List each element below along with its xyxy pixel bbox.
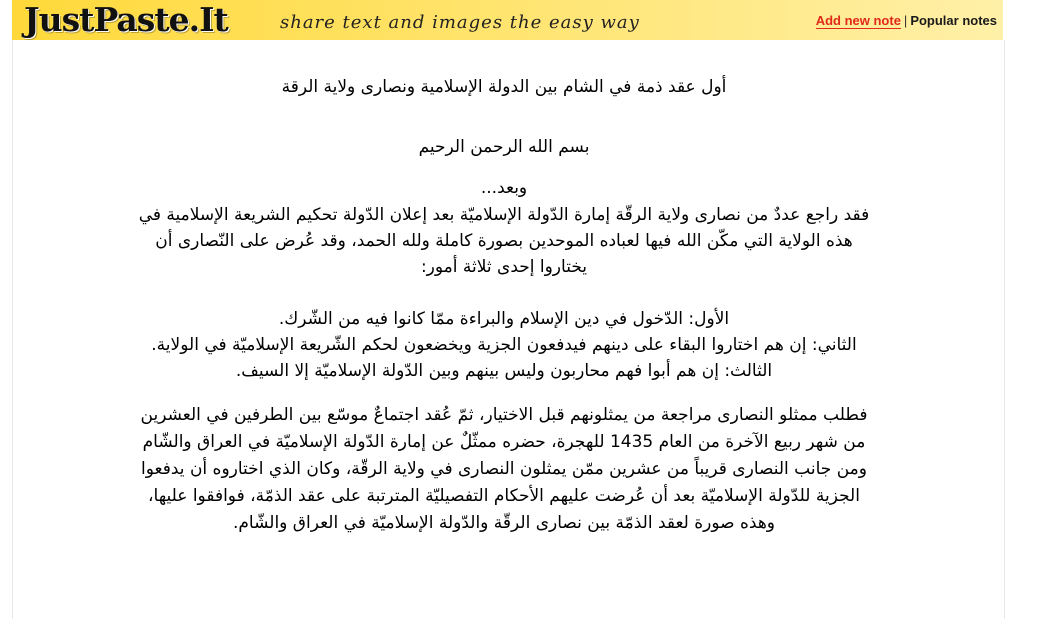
site-header [12, 0, 1003, 40]
option-second: الثاني: إن هم اختاروا البقاء على دينهم فيدفعون الجزية ويخضعون لحكم الشّريعة الإسلاميّة في الولاية. [151, 335, 857, 355]
article-intro-paragraph: فقد راجع عددٌ من نصارى ولاية الرقّة إمارة الدّولة الإسلاميّة بعد إعلان الدّولة تحكيم الشريعة الإسلامية في هذه الولاية التي مكّن الله فيها لعباده الموحدين بصورة كاملة ولله الحمد، وقد عُرض على النّصارى أن يختاروا إحدى ثلاثة أمور: [138, 205, 870, 277]
site-tagline: share text and images the easy way [280, 12, 640, 33]
header-links-separator: | [903, 13, 908, 28]
header-links [816, 13, 997, 29]
article-title: أول عقد ذمة في الشام بين الدولة الإسلامية ونصارى ولاية الرقة [281, 77, 727, 97]
logo-just: Just [24, 0, 94, 39]
options-list [134, 306, 874, 384]
add-new-note-link[interactable]: Add new note [815, 13, 901, 28]
article-opening: وبعد... [480, 178, 528, 198]
article-body [134, 72, 874, 537]
site-logo[interactable] [24, 2, 228, 38]
logo-paste: Paste [93, 0, 189, 39]
article-basmala: بسم الله الرحمن الرحيم [418, 137, 590, 157]
article-final-paragraph: فطلب ممثلو النصارى مراجعة من يمثلونهم قبل الاختيار، ثمّ عُقد اجتماعٌ موسّع بين الطرفين في العشرين من شهر ربيع الآخرة من العام 1435 للهجرة، حضره ممثّلٌ عن إمارة الدّولة الإسلاميّة في العراق والشّام ومن جانب النصارى قريباً من عشرين ممّن يمثلون النصارى في ولاية الرقّة، وكان الذي اختاروه أن يدفعوا الجزية للدّولة الإسلاميّة بعد أن عُرضت عليهم الأحكام التفصيليّة المترتبة على عقد الذمّة، فوافقوا عليها، وهذه صورة لعقد الذمّة بين نصارى الرقّة والدّولة الإسلاميّة في العراق والشّام. [140, 405, 868, 533]
option-third: الثالث: إن هم أبوا فهم محاربون وليس بينهم وبين الدّولة الإسلاميّة إلا السيف. [235, 361, 773, 381]
option-first: الأول: الدّخول في دين الإسلام والبراءة ممّا كانوا فيه من الشّرك. [278, 309, 730, 329]
popular-notes-link[interactable]: Popular notes [910, 13, 997, 28]
logo-it: .It [188, 0, 228, 39]
